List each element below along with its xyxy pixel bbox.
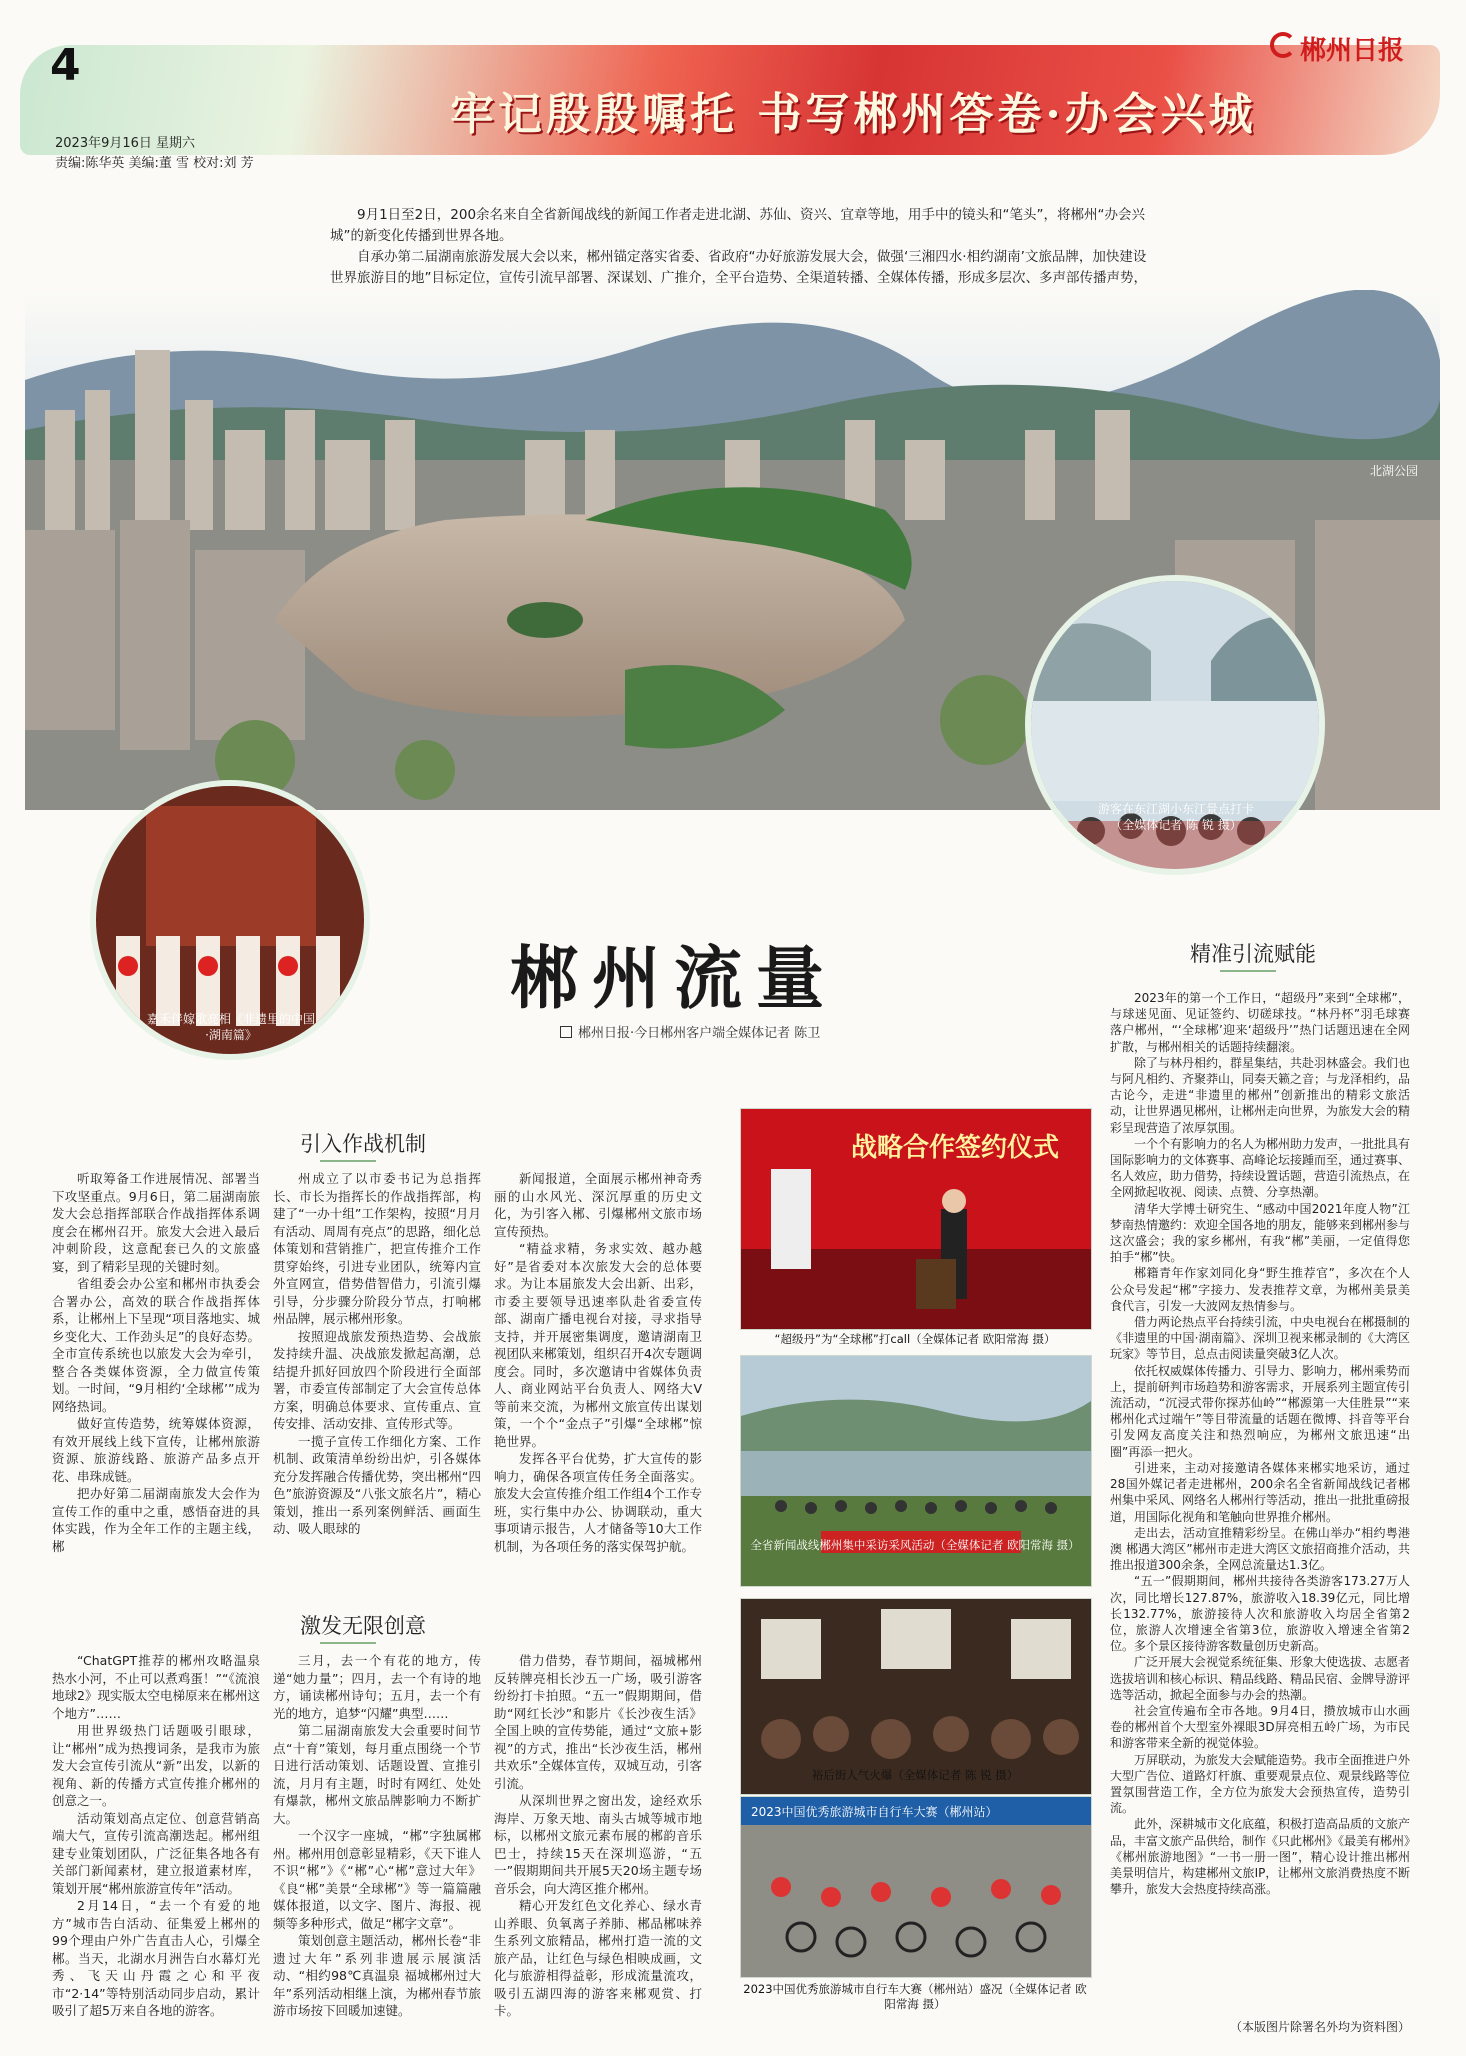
paragraph: 三月，去一个有花的地方，传递“她力量”；四月，去一个有诗的地方，诵读郴州诗句；五月，去一个有光的地方，追梦“闪耀”典型……	[273, 1653, 481, 1721]
circle-photo-caption: 嘉禾伴嫁歌亮相《非遗里的中国·湖南篇》	[146, 1012, 315, 1042]
paragraph: 清华大学博士研究生、“感动中国2021年度人物”江梦南热情邀约：欢迎全国各地的朋友，能够来到郴州参与这次盛会；我的家乡郴州，有我“郴”美丽，一定值得您拍手“郴”快。	[1110, 1201, 1411, 1265]
photo-banner-text: 战略合作签约仪式	[851, 1133, 1060, 1163]
paragraph: 2月14日，“去一个有爱的地方”城市告白活动、征集爱上郴州的99个理由户外广告直击人心，引爆全郴。当天，北湖水月洲告白水幕灯光秀、飞天山丹霞之心和平夜市“2·14”等特别活动同步启动，累计吸引了超5万来自各地的游客。	[52, 1898, 260, 2018]
newspaper-logo: 郴州日报	[1300, 36, 1405, 66]
newspaper-logo-icon	[1270, 32, 1296, 58]
section1-column-3	[494, 1170, 702, 1555]
paragraph: 一个个有影响力的名人为郴州助力发声，一批批具有国际影响力的文体赛事、高峰论坛接踵而至，通过赛事、名人效应，助力借势，持续设置话题，营造引流热点，在全网掀起收视、阅读、点赞、分享热潮。	[1110, 1136, 1411, 1200]
photo-banner-text: 2023中国优秀旅游城市自行车大赛（郴州站）	[751, 1805, 998, 1819]
paragraph: 一个汉字一座城，“郴”字独属郴州。郴州用创意彰显精彩，《天下谁人不识“郴”》《“郴”心“郴”意过大年》《良“郴”美景“全球郴”》等一篇篇融媒体报道，以文字、图片、海报、视频等多种形式，做足“郴字文章”。	[273, 1828, 481, 1931]
paragraph: 借力借势，春节期间，福城郴州反转牌亮相长沙五一广场，吸引游客纷纷打卡拍照。“五一”假期期间，借助“网红长沙”和影片《长沙夜生活》全国上映的宣传势能，通过“文旅+影视”的方式，推出“长沙夜生活，郴州共欢乐”全媒体宣传，双城互动，引客引流。	[494, 1653, 702, 1791]
paragraph: 2023年的第一个工作日，“超级丹”来到“全球郴”，与球迷见面、见证签约、切磋球技。“林丹杯”羽毛球赛落户郴州，“‘全球郴’迎来‘超级丹’”热门话题迅速在全网扩散，与郴州相关的话题持续翻滚。	[1110, 991, 1410, 1054]
paragraph: 用世界级热门话题吸引眼球，让“郴州”成为热搜词条，是我市为旅发大会宣传引流从“新”出发，以新的视角、新的传播方式宣传推介郴州的创意之一。	[52, 1723, 260, 1808]
paragraph: 一揽子宣传工作细化方案、工作机制、政策清单纷纷出炉，引各媒体充分发挥融合传播优势，突出郴州“四色”旅游资源及“八张文旅名片”，精心策划，推出一系列案例鲜活、画面生动、吸人眼球的	[273, 1433, 481, 1536]
paragraph: 第二届湖南旅发大会重要时间节点“十育”策划，每月重点围绕一个节日进行活动策划、话题设置、宣推引流，月月有主题，时时有网红、处处有爆款，郴州文旅品牌影响力不断扩大。	[273, 1723, 481, 1826]
page-number: 4	[50, 40, 81, 91]
paragraph: 引进来，主动对接邀请各媒体来郴实地采访，通过28国外媒记者走进郴州，200余名全省新闻战线记者郴州集中采风、网络名人郴州行等活动，推出一批批重磅报道，用国际化视角和笔触向世界推介郴州。	[1110, 1460, 1411, 1524]
photo-caption: 裕后街人气火爆（全媒体记者 陈 锐 摄）	[811, 1768, 1019, 1782]
editors-line: 责编:陈华英 美编:董 雪 校对:刘 芳	[55, 156, 254, 171]
circle-photo-folk-song	[90, 780, 370, 1060]
circle-photo-dongjiang-lake	[1025, 575, 1325, 875]
section-title: 精准引流赋能	[1190, 942, 1316, 966]
paragraph: 依托权威媒体传播力、引导力、影响力，郴州乘势而上，提前研判市场趋势和游客需求，开展系列主题宣传引流活动，“沉浸式带你探苏仙岭”“郴源第一大佳胜景”“来郴州化式过端午”等目带流量的话题在微博、抖音等平台引发网友高度关注和热烈响应，为郴州文旅迅速“出圈”再添一把火。	[1110, 1363, 1411, 1459]
issue-date: 2023年9月16日 星期六	[55, 136, 196, 151]
section2-column-1	[52, 1652, 260, 2020]
intro-paragraph: 自承办第二届湖南旅游发展大会以来，郴州锚定落实省委、省政府“办好旅游发展大会，做强‘三湘四水·相约湖南’文旅品牌，加快建设世界旅游目的地”目标定位，宣传引流早部署、深谋划、广推介，全平台造势、全渠道转播、全媒体传播，形成多层次、多声部传播声势，	[330, 249, 1147, 286]
paragraph: “五一”假期期间，郴州共接待各类游客173.27万人次，同比增长127.87%，旅游收入18.39亿元，同比增长132.77%，旅游接待人次和旅游收入均居全省第2位，旅游人次增速全省第3位，旅游收入增速全省第2位。多个景区接待游客数量创历史新高。	[1110, 1574, 1410, 1654]
paragraph: 新闻报道，全面展示郴州神奇秀丽的山水风光、深沉厚重的历史文化，为引客入郴、引爆郴州文旅市场宣传预热。	[494, 1171, 702, 1239]
paragraph: 走出去，活动宣推精彩纷呈。在佛山举办“相约粤港澳 郴遇大湾区”郴州市走进大湾区文旅招商推介活动，共推出报道300余条，全网总流量达1.3亿。	[1110, 1525, 1410, 1573]
section2-column-3	[494, 1652, 702, 2020]
section-title-dash	[320, 1642, 376, 1644]
section1-column-1	[52, 1170, 260, 1555]
paragraph: 听取筹备工作进展情况、部署当下攻坚重点。9月6日，第二届湖南旅发大会总指挥部联合作战指挥体系调度会在郴州召开。旅发大会进入最后冲刺阶段，这意配套已久的文旅盛宴，到了精彩呈现的关键时刻。	[52, 1171, 260, 1274]
section-title: 激发无限创意	[300, 1614, 426, 1638]
section1-column-2	[273, 1170, 481, 1538]
paragraph: 发挥各平台优势，扩大宣传的影响力，确保各项宣传任务全面落实。旅发大会宣传推介组工作组4个工作专班，实行集中办公、协调联动，重大事项请示报告，人才储备等10大工作机制，为各项任务的落实保驾护航。	[494, 1451, 702, 1554]
paragraph: 州成立了以市委书记为总指挥长、市长为指挥长的作战指挥部，构建了“一办十组”工作架构，按照“月月有活动、周周有亮点”的思路，细化总体策划和营销推广，把宣传推介工作贯穿始终，引进专业团队，统筹内宣外宣网宣，借势借智借力，引流引爆引导，分步骤分阶段分节点，打响郴州品牌，展示郴州形象。	[273, 1171, 481, 1326]
paragraph: 除了与林丹相约，群星集结，共赴羽林盛会。我们也与阿凡相约、齐聚莽山，同奏天籁之音；与龙泽相约，品古论今，走进“非遗里的郴州”创新推出的精彩文旅活动，让世界遇见郴州，让郴州走向世界，为旅发大会的精彩呈现营造了浓厚氛围。	[1110, 1055, 1411, 1135]
photo-caption: 2023中国优秀旅游城市自行车大赛（郴州站）盛况（全媒体记者 欧阳常海 摄）	[743, 1982, 1087, 2011]
section-title-dash	[1220, 970, 1276, 972]
section3-column	[1110, 990, 1410, 1897]
paragraph: 社会宣传遍布全市各地。9月4日，攒放城市山水画卷的郴州首个大型室外裸眼3D屏亮相五岭广场，为市民和游客带来全新的视觉体验。	[1110, 1703, 1410, 1751]
paragraph: 郴籍青年作家刘同化身“野生推荐官”，多次在个人公众号发起“郴”字接力、发表推荐文章，为郴州美景美食代言，引发一大波网友热情参与。	[1110, 1266, 1410, 1313]
byline	[560, 1022, 820, 1041]
headline: 郴州流量	[510, 939, 839, 1019]
paragraph: 借力两论热点平台持续引流，中央电视台在郴摄制的《非遗里的中国·湖南篇》、深圳卫视来郴录制的《大湾区玩家》等节目，总点击阅读量突破3亿人次。	[1110, 1315, 1411, 1362]
paragraph: 此外，深耕城市文化底蕴，积极打造高品质的文旅产品，丰富文旅产品供给，制作《只此郴州》《最美有郴州》《郴州旅游地图》“一书一册一图”，精心设计推出郴州美景明信片，构建郴州文旅IP，让郴州文旅消费热度不断攀升，旅发大会热度持续高涨。	[1110, 1817, 1411, 1897]
photo-yuhou-street	[740, 1598, 1092, 1795]
paragraph: 做好宣传造势，统筹媒体资源，有效开展线上线下宣传，让郴州旅游资源、旅游线路、旅游产品多点开花、串珠成链。	[52, 1416, 260, 1484]
section2-column-2	[273, 1652, 481, 2020]
section-title: 引入作战机制	[300, 1132, 426, 1156]
circle-photo-caption: 游客在东江湖小东江景点打卡（全媒体记者 陈 锐 摄）	[1097, 802, 1254, 832]
paragraph: “精益求精，务求实效、越办越好”是省委对本次旅发大会的总体要求。为让本届旅发大会出新、出彩，市委主要领导迅速率队赴省委宣传部、湖南广播电视台对接，寻求指导支持，并开展密集调度，邀请湖南卫视团队来郴策划，组织召开4次专题调度会。同时，多次邀请中省媒体负责人、商业网站平台负责人、网络大V等前来交流，为郴州文旅宣传出谋划策，一个个“金点子”引爆“全球郴”惊艳世界。	[494, 1241, 702, 1449]
paragraph: “ChatGPT推荐的郴州攻略温泉热水小河，不止可以煮鸡蛋！”“《流浪地球2》现实版太空电梯原来在郴州这个地方”……	[52, 1653, 260, 1721]
paragraph: 万屏联动，为旅发大会赋能造势。我市全面推进户外大型广告位、道路灯杆旗、重要观景点位、观景线路等位置氛围营造工作，全方位为旅发大会预热宣传，造势引流。	[1110, 1752, 1411, 1816]
paragraph: 按照迎战旅发预热造势、会战旅发持续升温、决战旅发掀起高潮，总结提升抓好回放四个阶段进行全面部署，市委宣传部制定了大会宣传总体方案，明确总体要求、宣传重点、宣传安排、活动安排、宣传形式等。	[273, 1328, 481, 1431]
page-header	[0, 0, 1466, 190]
paragraph: 省组委会办公室和郴州市执委会合署办公，高效的联合作战指挥体系，让郴州上下呈现“项目落地实、城乡变化大、工作劲头足”的良好态势。全市宣传系统也以旅发大会为牵引，整合各类媒体资源，全力做宣传策划。一时间，“9月相约‘全球郴’”成为网络热词。	[52, 1276, 260, 1414]
paragraph: 把办好第二届湖南旅发大会作为宣传工作的重中之重，感悟奋进的具体实践，作为全年工作的主题主线，郴	[52, 1486, 260, 1554]
photo-caption: “超级丹”为“全球郴”打call（全媒体记者 欧阳常海 摄）	[774, 1332, 1056, 1346]
banner-title: 牢记殷殷嘱托 书写郴州答卷·办会兴城	[450, 89, 1257, 140]
section-title-dash	[320, 1160, 376, 1162]
paragraph: 活动策划高点定位、创意营销高端大气，宣传引流高潮迭起。郴州组建专业策划团队，广泛征集各地各有关部门新闻素材，建立报道素材库，策划开展“郴州旅游宣传年”活动。	[52, 1810, 260, 1896]
paragraph: 精心开发红色文化养心、绿水青山养眼、负氧离子养肺、郴品郴味养生系列文旅精品，郴州打造一流的文旅产品，让红色与绿色相映成画，文化与旅游相得益彰，形成流量流攻，吸引五湖四海的游客来郴观赏、打卡。	[494, 1898, 702, 2018]
footnote: （本版图片除署名外均为资料图）	[1230, 2020, 1411, 2034]
paragraph: 策划创意主题活动，郴州长卷“非遗过大年”系列非遗展示展演活动、“相约98℃真温泉 福城郴州过大年”系列活动相继上演，为郴州春节旅游市场按下回暖加速键。	[273, 1933, 481, 2018]
paragraph: 广泛开展大会视觉系统征集、形象大使选拔、志愿者选拔培训和核心标识、精品线路、精品民宿、金牌导游评选等活动，掀起全面参与办会的热潮。	[1110, 1655, 1411, 1702]
photo-cycling-race	[740, 1796, 1092, 1978]
paragraph: 从深圳世界之窗出发，途经欢乐海岸、万象天地、南头古城等城市地标，以郴州文旅元素布展的郴韵音乐巴士，持续15天在深圳巡游，“五一”假期期间共开展5天20场主题专场音乐会，向大湾区推介郴州。	[494, 1793, 702, 1896]
intro-paragraph: 9月1日至2日，200余名来自全省新闻战线的新闻工作者走进北湖、苏仙、资兴、宜章等地，用手中的镜头和“笔头”，将郴州“办会兴城”的新变化传播到世界各地。	[330, 207, 1146, 244]
photo-signing-ceremony	[740, 1108, 1092, 1330]
photo-caption: 全省新闻战线郴州集中采访采风活动（全媒体记者 欧阳常海 摄）	[750, 1538, 1080, 1552]
byline-text: 郴州日报·今日郴州客户端全媒体记者 陈卫	[578, 1026, 821, 1041]
main-photo-label: 北湖公园	[1370, 464, 1419, 478]
byline-box-icon	[560, 1026, 572, 1038]
